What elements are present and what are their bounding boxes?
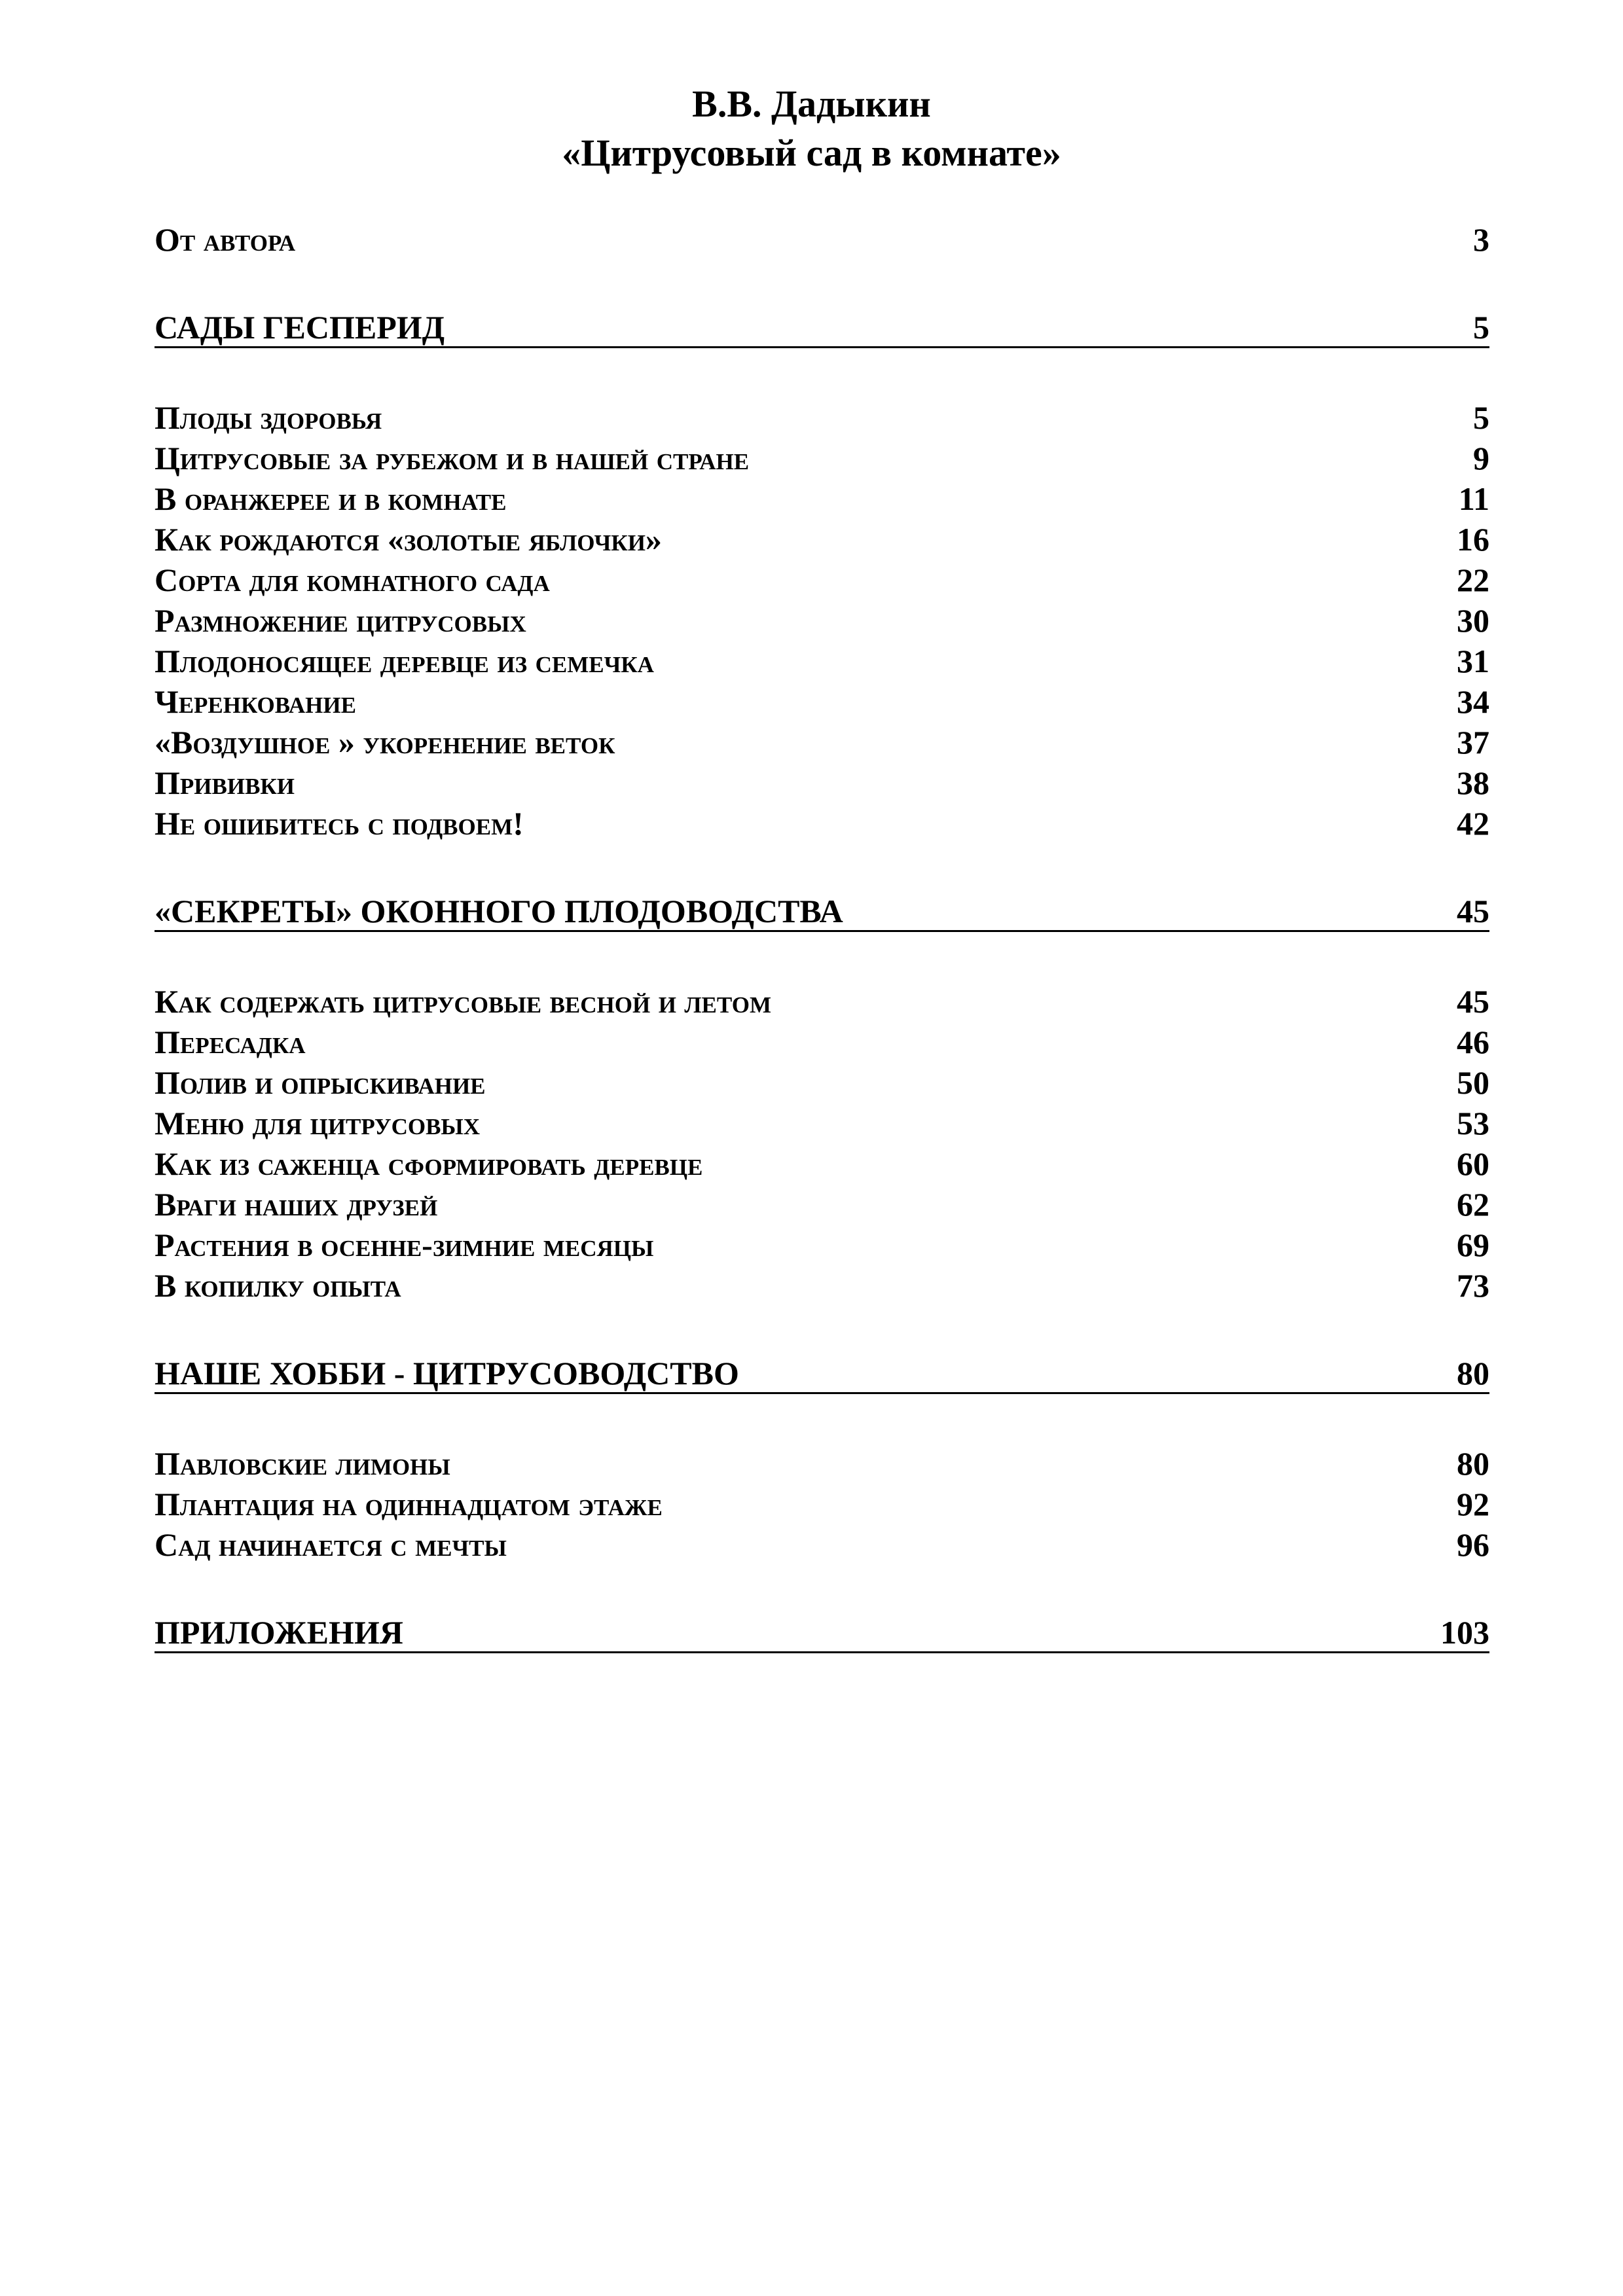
toc-entry-page: 38 — [1457, 764, 1489, 801]
toc-entry-page: 37 — [1457, 724, 1489, 761]
toc-entry[interactable] — [155, 1185, 1489, 1224]
toc-entry-page: 34 — [1457, 683, 1489, 720]
book-title: «Цитрусовый сад в комнате» — [562, 132, 1061, 174]
toc-entry[interactable] — [155, 601, 1489, 640]
toc-entry-label: Растения в осенне-зимние месяцы — [155, 1227, 654, 1263]
toc-entry-label: Черенкование — [155, 683, 356, 720]
toc-entry[interactable] — [155, 682, 1489, 721]
toc-entry-page: 9 — [1473, 440, 1489, 476]
toc-section-page: 103 — [1440, 1614, 1489, 1651]
toc-entry-page: 42 — [1457, 805, 1489, 842]
toc-entry-page: 11 — [1458, 480, 1489, 517]
toc-entry-page: 80 — [1457, 1445, 1489, 1482]
toc-section-2[interactable] — [155, 891, 1489, 931]
toc-entry-page: 30 — [1457, 602, 1489, 639]
toc-section-page: 45 — [1457, 893, 1489, 929]
toc-entry-label: «Воздушное » укоренение веток — [155, 724, 615, 761]
toc-entry-label: Меню для цитрусовых — [155, 1105, 481, 1141]
toc-section-label: «СЕКРЕТЫ» ОКОННОГО ПЛОДОВОДСТВА — [155, 893, 843, 929]
toc-entry[interactable] — [155, 763, 1489, 802]
toc-section-page: 5 — [1473, 309, 1489, 346]
toc-entry[interactable] — [155, 1103, 1489, 1143]
toc-entry-label: Полив и опрыскивание — [155, 1064, 486, 1101]
toc-entry-intro[interactable] — [155, 220, 1489, 259]
toc-section-page: 80 — [1457, 1355, 1489, 1391]
toc-entry-page: 53 — [1457, 1105, 1489, 1141]
toc-entry-page: 45 — [1457, 983, 1489, 1020]
toc-section-label: САДЫ ГЕСПЕРИД — [155, 309, 445, 346]
toc-entry[interactable] — [155, 520, 1489, 559]
toc-entry-page: 31 — [1457, 643, 1489, 679]
toc-entry-label: Сад начинается с мечты — [155, 1526, 507, 1563]
toc-entry-label: Как из саженца сформировать деревце — [155, 1145, 703, 1182]
toc-entry-page: 5 — [1473, 399, 1489, 436]
toc-entry-page: 60 — [1457, 1145, 1489, 1182]
toc-entry-page: 3 — [1473, 221, 1489, 258]
toc-entry[interactable] — [155, 560, 1489, 600]
toc-section-4[interactable] — [155, 1613, 1489, 1652]
toc-entry-label: Размножение цитрусовых — [155, 602, 526, 639]
toc-entry[interactable] — [155, 479, 1489, 518]
toc-section-label: ПРИЛОЖЕНИЯ — [155, 1614, 403, 1651]
toc-entry-page: 50 — [1457, 1064, 1489, 1101]
toc-entry-label: Плоды здоровья — [155, 399, 382, 436]
toc-entry-label: Пересадка — [155, 1024, 306, 1060]
toc-entry-label: Павловские лимоны — [155, 1445, 450, 1482]
toc-entry-label: Плодоносящее деревце из семечка — [155, 643, 654, 679]
toc-entry-page: 69 — [1457, 1227, 1489, 1263]
toc-entry-page: 96 — [1457, 1526, 1489, 1563]
toc-entry[interactable] — [155, 1525, 1489, 1564]
toc-entry-label: Враги наших друзей — [155, 1186, 438, 1223]
toc-entry[interactable] — [155, 723, 1489, 762]
toc-entry-label: Как рождаются «золотые яблочки» — [155, 521, 662, 558]
toc-entry-page: 73 — [1457, 1267, 1489, 1304]
toc-entry[interactable] — [155, 398, 1489, 437]
toc-section-1[interactable] — [155, 308, 1489, 347]
toc-entry-label: В оранжерее и в комнате — [155, 480, 507, 517]
toc-entry-label: Цитрусовые за рубежом и в нашей стране — [155, 440, 750, 476]
toc-entry[interactable] — [155, 439, 1489, 478]
toc-entry[interactable] — [155, 1225, 1489, 1265]
toc-entry-page: 62 — [1457, 1186, 1489, 1223]
toc-entry-page: 46 — [1457, 1024, 1489, 1060]
toc-entry[interactable] — [155, 641, 1489, 681]
toc-entry-label: Сорта для комнатного сада — [155, 562, 550, 598]
toc-entry-page: 22 — [1457, 562, 1489, 598]
toc-entry-label: В копилку опыта — [155, 1267, 401, 1304]
author-name: В.В. Дадыкин — [692, 82, 931, 125]
toc-entry[interactable] — [155, 1022, 1489, 1062]
toc-entry-page: 92 — [1457, 1486, 1489, 1522]
toc-entry-label: Как содержать цитрусовые весной и летом — [155, 983, 772, 1020]
toc-entry-page: 16 — [1457, 521, 1489, 558]
toc-entry-label: Не ошибитесь с подвоем! — [155, 805, 524, 842]
toc-entry[interactable] — [155, 1063, 1489, 1102]
toc-entry[interactable] — [155, 1444, 1489, 1483]
toc-section-label: НАШЕ ХОББИ - ЦИТРУСОВОДСТВО — [155, 1355, 739, 1391]
toc-entry[interactable] — [155, 804, 1489, 843]
toc-entry[interactable] — [155, 982, 1489, 1021]
toc-section-3[interactable] — [155, 1354, 1489, 1393]
toc-entry-label: От автора — [155, 221, 296, 258]
toc-entry[interactable] — [155, 1266, 1489, 1305]
toc-entry-label: Прививки — [155, 764, 295, 801]
toc-entry-label: Плантация на одиннадцатом этаже — [155, 1486, 663, 1522]
toc-entry[interactable] — [155, 1484, 1489, 1524]
toc-entry[interactable] — [155, 1144, 1489, 1183]
